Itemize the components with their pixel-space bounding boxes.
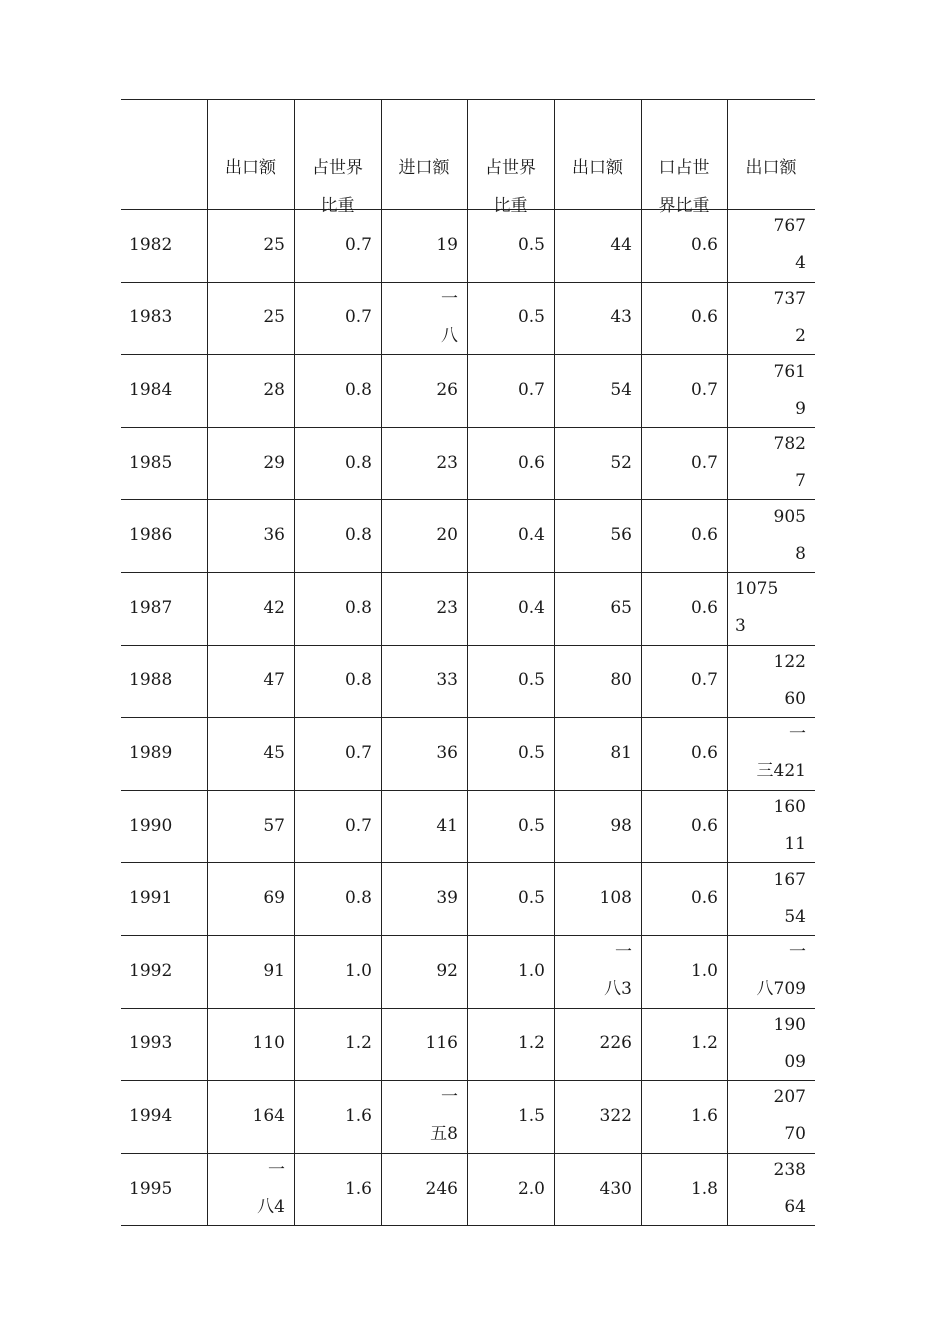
year-cell: 1985 (129, 453, 173, 473)
table-cell: 20 (436, 525, 458, 545)
table-cell: 122 60 (773, 652, 806, 709)
table-cell: 0.6 (690, 525, 718, 545)
table-cell: 1.6 (690, 1106, 718, 1126)
row-divider (121, 427, 815, 428)
row-divider (121, 862, 815, 863)
table-cell: 65 (610, 598, 632, 618)
year-cell: 1986 (129, 525, 173, 545)
table-cell: 0.7 (344, 235, 372, 255)
row-divider (121, 790, 815, 791)
row-divider (121, 282, 815, 283)
table-cell: 23 (436, 598, 458, 618)
table-cell: 0.6 (690, 235, 718, 255)
table-cell: 1.8 (690, 1179, 718, 1199)
table-cell: 0.5 (517, 888, 545, 908)
year-cell: 1982 (129, 235, 173, 255)
table-cell: 81 (610, 743, 632, 763)
table-cell: 0.5 (517, 816, 545, 836)
column-header: 出口额 (745, 158, 797, 178)
table-cell: 45 (263, 743, 285, 763)
table-cell: 一 八4 (257, 1160, 285, 1217)
table-cell: 905 8 (773, 507, 806, 564)
table-cell: 25 (263, 235, 285, 255)
table-cell: 0.8 (344, 453, 372, 473)
table-cell: 47 (263, 670, 285, 690)
table-cell: 41 (436, 816, 458, 836)
table-cell: 0.5 (517, 235, 545, 255)
table-cell: 207 70 (773, 1087, 806, 1144)
year-cell: 1983 (129, 307, 173, 327)
table-cell: 0.8 (344, 380, 372, 400)
table-cell: 33 (436, 670, 458, 690)
row-divider (121, 572, 815, 573)
table-cell: 0.8 (344, 598, 372, 618)
table-cell: 1.2 (344, 1033, 372, 1053)
table-cell: 164 (252, 1106, 285, 1126)
year-cell: 1988 (129, 670, 173, 690)
table-cell: 92 (436, 961, 458, 981)
table-cell: 1.2 (517, 1033, 545, 1053)
table-cell: 1.0 (344, 961, 372, 981)
column-header: 口占世 界比重 (658, 158, 710, 216)
table-cell: 1.0 (517, 961, 545, 981)
table-cell: 0.5 (517, 743, 545, 763)
table-cell: 108 (599, 888, 632, 908)
table-cell: 80 (610, 670, 632, 690)
table-cell: 36 (436, 743, 458, 763)
year-cell: 1992 (129, 961, 173, 981)
table-cell: 一 八3 (604, 942, 632, 999)
table-cell: 0.6 (690, 816, 718, 836)
table-cell: 0.8 (344, 670, 372, 690)
table-cell: 25 (263, 307, 285, 327)
table-cell: 1.6 (344, 1106, 372, 1126)
row-divider (121, 717, 815, 718)
table-cell: 一 八 (441, 289, 458, 346)
table-cell: 0.6 (690, 598, 718, 618)
table-cell: 110 (252, 1033, 285, 1053)
table-cell: 226 (599, 1033, 632, 1053)
column-header: 占世界 比重 (312, 158, 363, 216)
table-cell: 322 (599, 1106, 632, 1126)
table-cell: 69 (263, 888, 285, 908)
table-cell: 737 2 (773, 289, 806, 346)
table-cell: 26 (436, 380, 458, 400)
table-cell: 0.6 (690, 888, 718, 908)
column-header: 进口额 (398, 158, 450, 178)
row-divider (121, 645, 815, 646)
table-cell: 0.7 (344, 816, 372, 836)
table-cell: 0.5 (517, 670, 545, 690)
column-header: 出口额 (572, 158, 623, 178)
table-cell: 36 (263, 525, 285, 545)
table-cell: 1.5 (517, 1106, 545, 1126)
row-divider (121, 99, 815, 100)
table-cell: 54 (610, 380, 632, 400)
table-cell: 116 (425, 1033, 458, 1053)
year-cell: 1995 (129, 1179, 173, 1199)
table-cell: 160 11 (773, 797, 806, 854)
row-divider (121, 1008, 815, 1009)
table-cell: 39 (436, 888, 458, 908)
table-cell: 57 (263, 816, 285, 836)
table-cell: 一 五8 (430, 1087, 458, 1144)
table-cell: 44 (610, 235, 632, 255)
table-cell: 98 (610, 816, 632, 836)
table-cell: 0.7 (690, 380, 718, 400)
row-divider (121, 354, 815, 355)
year-cell: 1993 (129, 1033, 173, 1053)
table-cell: 一 三421 (756, 724, 806, 781)
column-header: 出口额 (225, 158, 276, 178)
table-cell: 43 (610, 307, 632, 327)
table-cell: 52 (610, 453, 632, 473)
year-cell: 1991 (129, 888, 173, 908)
year-cell: 1990 (129, 816, 173, 836)
table-cell: 782 7 (773, 434, 806, 491)
table-cell: 0.8 (344, 525, 372, 545)
table-cell: 430 (599, 1179, 632, 1199)
table-cell: 42 (263, 598, 285, 618)
column-header: 占世界 比重 (485, 158, 536, 216)
row-divider (121, 935, 815, 936)
table-cell: 0.8 (344, 888, 372, 908)
year-cell: 1987 (129, 598, 173, 618)
table-cell: 0.5 (517, 307, 545, 327)
table-cell: 28 (263, 380, 285, 400)
table-cell: 29 (263, 453, 285, 473)
table-cell: 190 09 (773, 1015, 806, 1072)
table-cell: 0.7 (690, 670, 718, 690)
table-cell: 761 9 (773, 362, 806, 419)
row-divider (121, 499, 815, 500)
year-cell: 1989 (129, 743, 173, 763)
table-cell: 2.0 (517, 1179, 545, 1199)
table-cell: 0.7 (344, 743, 372, 763)
year-cell: 1994 (129, 1106, 173, 1126)
table-cell: 19 (436, 235, 458, 255)
table-cell: 56 (610, 525, 632, 545)
table-cell: 一 八709 (756, 942, 806, 999)
table-cell: 767 4 (773, 216, 806, 273)
table-cell: 0.7 (690, 453, 718, 473)
table-cell: 0.6 (690, 307, 718, 327)
table-cell: 23 (436, 453, 458, 473)
row-divider (121, 1080, 815, 1081)
table-cell: 1075 3 (735, 579, 779, 636)
table-cell: 1.2 (690, 1033, 718, 1053)
table-cell: 0.7 (344, 307, 372, 327)
table-cell: 0.7 (517, 380, 545, 400)
table-cell: 1.6 (344, 1179, 372, 1199)
table-cell: 167 54 (773, 870, 806, 927)
table-cell: 91 (263, 961, 285, 981)
year-cell: 1984 (129, 380, 173, 400)
table-cell: 0.4 (517, 525, 545, 545)
table-cell: 0.6 (690, 743, 718, 763)
table-cell: 0.6 (517, 453, 545, 473)
table-cell: 246 (425, 1179, 458, 1199)
table-cell: 0.4 (517, 598, 545, 618)
table-cell: 1.0 (690, 961, 718, 981)
table-cell: 238 64 (773, 1160, 806, 1217)
